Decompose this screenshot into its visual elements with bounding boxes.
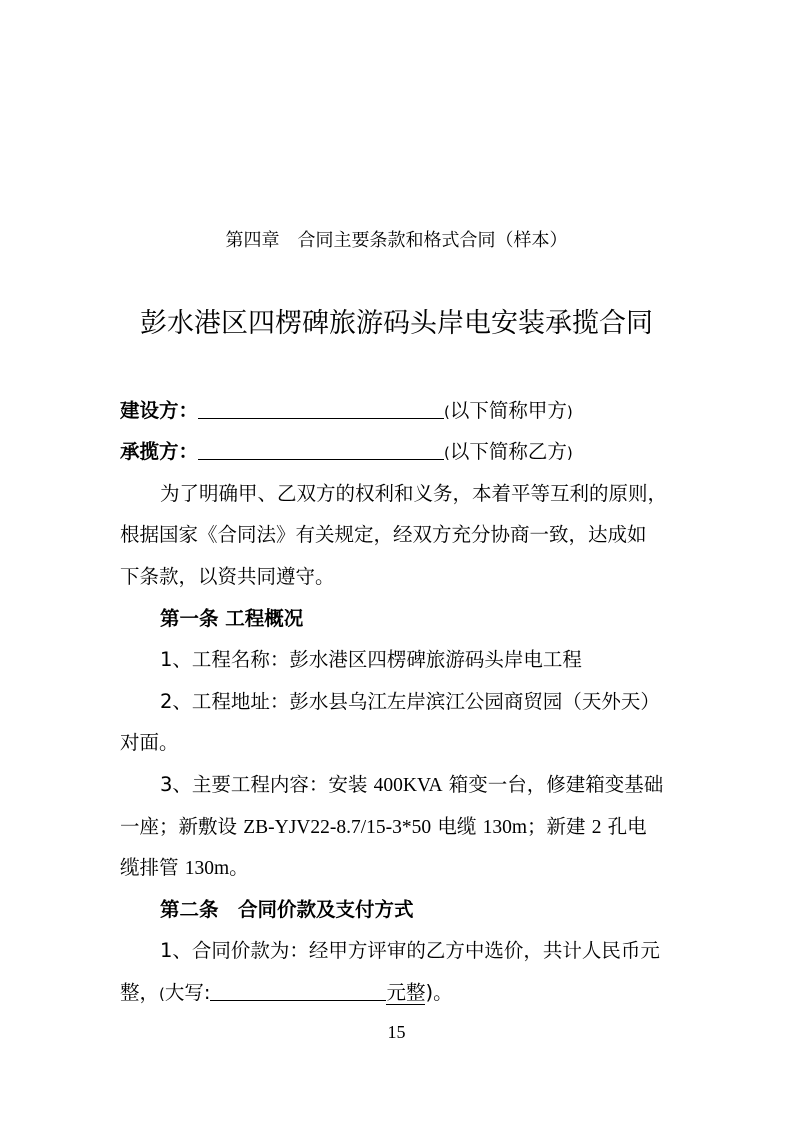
article-1-heading: 第一条 工程概况 <box>160 607 304 630</box>
item3-l2-c: 电缆 <box>431 815 483 838</box>
party-b-line <box>120 437 573 468</box>
party-b-blank <box>198 437 444 460</box>
contract-title: 彭水港区四楞碑旅游码头岸电安装承揽合同 <box>140 308 653 339</box>
item3-cable-length: 130m <box>482 817 527 838</box>
article-1-item-3-line-1 <box>160 770 663 801</box>
page-number: 15 <box>387 1022 406 1042</box>
item3-text-a: 3、主要工程内容：安装 <box>160 773 374 796</box>
item3-holes: 2 <box>591 817 602 838</box>
article-2-heading: 第二条 合同价款及支付方式 <box>160 898 414 921</box>
price-blank <box>210 978 386 1001</box>
preamble-line-1: 为了明确甲、乙双方的权利和义务，本着平等互利的原则， <box>160 482 668 505</box>
item3-duct-length: 130m <box>184 858 230 879</box>
article-2-item-1-line-1: 1、合同价款为：经甲方评审的乙方中选价，共计人民币元 <box>160 939 660 962</box>
price-paren-close: ) <box>425 981 434 1004</box>
preamble-line-2: 根据国家《合同法》有关规定，经双方充分协商一致，达成如 <box>120 523 647 546</box>
article-1-item-2-line-1: 2、工程地址：彭水县乌江左岸滨江公园商贸园（天外天） <box>160 690 660 713</box>
item3-l2-g: 孔电 <box>601 815 647 838</box>
article-1-item-1: 1、工程名称：彭水港区四楞碑旅游码头岸电工程 <box>160 648 582 671</box>
price-end: 。 <box>433 981 453 1004</box>
party-b-label: 承揽方： <box>120 440 199 463</box>
party-a-line <box>120 396 573 427</box>
party-a-paren-open: ( <box>444 403 450 421</box>
party-a-label: 建设方： <box>120 399 199 422</box>
party-b-note: 以下简称乙方 <box>449 440 567 463</box>
price-unit: 元整 <box>386 981 426 1004</box>
party-a-blank <box>198 396 444 419</box>
item3-l3-a: 缆排管 <box>120 856 185 879</box>
item3-l3-c: 。 <box>229 856 249 879</box>
item3-l2-e: ；新建 <box>526 815 592 838</box>
article-1-item-3-line-2 <box>120 812 647 843</box>
article-2-item-1-line-2 <box>120 978 453 1009</box>
article-1-item-3-line-3 <box>120 853 249 884</box>
item3-cable-model: ZB-YJV22-8.7/15-3*50 <box>243 817 432 838</box>
party-b-paren-close: ) <box>566 444 573 462</box>
preamble-line-3: 下条款，以资共同遵守。 <box>120 565 335 588</box>
item3-l2-a: 一座；新敷设 <box>120 815 244 838</box>
price-paren-open: ( <box>159 985 165 1003</box>
party-a-note: 以下简称甲方 <box>449 399 567 422</box>
party-b-paren-open: ( <box>444 444 450 462</box>
price-daxie-label: 大写: <box>164 981 211 1004</box>
chapter-heading: 第四章 合同主要条款和格式合同（样本） <box>225 230 568 251</box>
item3-text-c: 箱变一台，修建箱变基础 <box>442 773 664 796</box>
party-a-paren-close: ) <box>566 403 573 421</box>
article-1-item-2-line-2: 对面。 <box>120 731 179 754</box>
item3-capacity: 400KVA <box>373 775 443 796</box>
price-text-a: 整， <box>120 981 160 1004</box>
